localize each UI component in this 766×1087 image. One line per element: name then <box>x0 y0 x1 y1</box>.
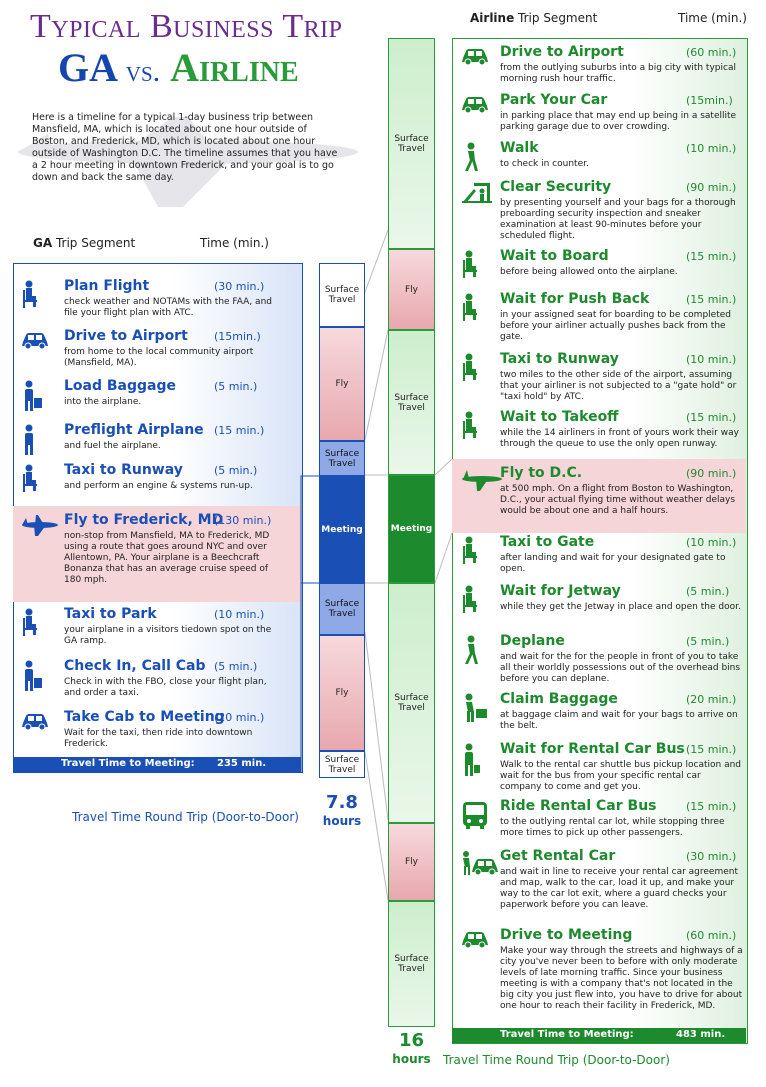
title-airline: Airline <box>170 45 299 90</box>
timeline-bar-fly: Fly <box>319 635 365 751</box>
seated-person-icon <box>460 293 482 327</box>
seated-person-icon <box>460 353 482 387</box>
segment-time: (90 min.) <box>686 181 737 194</box>
segment-title: Park Your Car <box>500 92 608 108</box>
segment-time: (10 min.) <box>686 536 737 549</box>
segment-description: Walk to the rental car shuttle bus pickup location and wait for the bus from your specific rental car company to come and get you. <box>500 760 742 792</box>
segment-time: (15min.) <box>214 330 261 343</box>
segment-description: Wait for the taxi, then ride into downtown Frederick. <box>64 728 253 749</box>
airline-footer-value: 483 min. <box>676 1029 726 1040</box>
segment-title: Deplane <box>500 633 565 649</box>
standing-person-with-bag-icon <box>460 743 482 781</box>
segment-time: (5 min.) <box>214 660 258 673</box>
segment-title: Drive to Meeting <box>500 927 633 943</box>
ga-round-trip-label: Travel Time Round Trip (Door-to-Door) <box>72 810 299 824</box>
segment-title: Wait for Rental Car Bus <box>500 741 685 757</box>
segment-description: in parking place that may end up being in a satellite parking garage due to over crowding. <box>500 111 737 132</box>
segment-title: Drive to Airport <box>64 328 188 344</box>
segment-description: from the outlying suburbs into a big city with typical morning rush hour traffic. <box>500 63 736 84</box>
segment-title: Wait to Takeoff <box>500 409 619 425</box>
standing-person-icon <box>20 424 38 460</box>
page-title: Typical Business Trip <box>30 8 343 45</box>
segment-description: from home to the local community airport (Mansfield, MA). <box>64 347 254 368</box>
segment-description: to the outlying rental car lot, while stopping three more times to pick up other passengers. <box>500 817 725 838</box>
seated-person-icon <box>20 608 42 642</box>
airline-footer-label: Travel Time to Meeting: <box>500 1029 634 1040</box>
seated-person-icon <box>20 464 42 498</box>
airline-segment-header: Airline Trip Segment <box>470 11 598 25</box>
segment-description: Check in with the FBO, close your flight plan, and order a taxi. <box>64 677 267 698</box>
segment-description: two miles to the other side of the airport, assuming that your airliner is not subjected to a "gate hold" or "taxi hold" by ATC. <box>500 370 737 402</box>
airline-footer <box>452 1028 746 1043</box>
airliner-icon <box>460 467 504 495</box>
intro-text: Here is a timeline for a typical 1-day business trip between Mansfield, MA, which is located about one hour outside of Boston, and Frederick, MD, which is located about one hour outside of Washington D.C. The timeline assumes that you have a 2 hour meeting in downtown Frederick, and your goal is to go down and back the same day. <box>32 112 338 183</box>
segment-time: (130 min.) <box>214 514 272 527</box>
segment-description: and fuel the airplane. <box>64 441 161 451</box>
airline-total-unit: hours <box>392 1052 431 1066</box>
person-and-car-icon <box>460 850 500 880</box>
segment-title: Load Baggage <box>64 378 177 394</box>
ga-segment-header: GA Trip Segment <box>33 236 136 250</box>
segment-time: (30 min.) <box>214 280 265 293</box>
segment-time: (90 min.) <box>686 467 737 480</box>
segment-title: Wait to Board <box>500 248 609 264</box>
seated-person-icon <box>20 280 42 314</box>
segment-description: your airplane in a visitors tiedown spot on the GA ramp. <box>64 625 272 646</box>
airline-total-number: 16 <box>398 1030 425 1051</box>
seated-person-icon <box>460 411 482 445</box>
segment-time: (15 min.) <box>686 293 737 306</box>
segment-title: Taxi to Gate <box>500 534 595 550</box>
segment-time: (20 min.) <box>686 693 737 706</box>
segment-description: in your assigned seat for boarding to be completed before your airliner actually pushes back from the gate. <box>500 310 731 342</box>
segment-title: Take Cab to Meeting <box>64 709 225 725</box>
seated-person-icon <box>460 536 482 570</box>
ga-total-unit: hours <box>322 814 362 828</box>
segment-description: at baggage claim and wait for your bags to arrive on the belt. <box>500 710 738 731</box>
segment-description: while the 14 airliners in front of yours work their way through the queue to use the only open runway. <box>500 428 739 449</box>
timeline-bar-surface: Surface Travel <box>388 901 435 1027</box>
timeline-bar-meeting: Meeting <box>319 476 365 583</box>
title-ga: GA <box>58 45 116 90</box>
segment-description: to check in counter. <box>500 159 589 169</box>
segment-description: before being allowed onto the airplane. <box>500 267 678 277</box>
title-vs: vs. <box>125 55 161 88</box>
segment-title: Walk <box>500 140 539 156</box>
segment-description: into the airplane. <box>64 397 142 407</box>
car-icon <box>460 46 490 70</box>
timeline-bar-surface: Surface Travel <box>319 583 365 635</box>
segment-time: (30 min.) <box>686 850 737 863</box>
segment-description: after landing and wait for your designated gate to open. <box>500 553 726 574</box>
timeline-bar-fly: Fly <box>388 249 435 330</box>
segment-title: Fly to Frederick, MD <box>64 512 224 528</box>
segment-description: and perform an engine & systems run-up. <box>64 481 253 491</box>
segment-title: Taxi to Runway <box>500 351 619 367</box>
segment-time: (60 min.) <box>686 929 737 942</box>
person-lifting-bag-icon <box>460 693 488 727</box>
timeline-bar-surface: Surface Travel <box>388 330 435 475</box>
timeline-bar-meeting: Meeting <box>388 475 435 583</box>
person-with-bag-icon <box>20 660 44 696</box>
car-icon <box>460 94 490 118</box>
timeline-bar-fly: Fly <box>319 327 365 441</box>
segment-description: non-stop from Mansfield, MA to Frederick, MD using a route that goes around NYC and over Allentown, PA. Your airplane is a Beechcraft Bonanza that has an average cruise speed of 180 mph. <box>64 531 270 585</box>
segment-description: check weather and NOTAMs with the FAA, and file your flight plan with ATC. <box>64 297 272 318</box>
segment-description: by presenting yourself and your bags for a thorough preboarding security inspection and sneaker examination at least 90-minutes before your scheduled flight. <box>500 198 736 241</box>
timeline-bar-surface: Surface Travel <box>388 38 435 249</box>
timeline-bar-surface: Surface Travel <box>388 583 435 823</box>
segment-title: Wait for Jetway <box>500 583 621 599</box>
segment-title: Ride Rental Car Bus <box>500 798 657 814</box>
segment-time: (5 min.) <box>214 464 258 477</box>
segment-time: (10 min.) <box>686 142 737 155</box>
segment-title: Drive to Airport <box>500 44 624 60</box>
bus-icon <box>460 800 490 834</box>
segment-time: (15 min.) <box>214 424 265 437</box>
segment-description: while they get the Jetway in place and open the door. <box>500 602 741 612</box>
car-icon <box>20 330 50 354</box>
segment-title: Get Rental Car <box>500 848 616 864</box>
seated-person-icon <box>460 250 482 284</box>
segment-time: (15 min.) <box>686 800 737 813</box>
ga-time-header: Time (min.) <box>200 236 269 250</box>
segment-time: (15min.) <box>686 94 733 107</box>
segment-title: Taxi to Runway <box>64 462 183 478</box>
segment-time: (15 min.) <box>686 743 737 756</box>
ga-footer-label: Travel Time to Meeting: <box>61 758 195 769</box>
segment-title: Check In, Call Cab <box>64 658 206 674</box>
segment-description: and wait for the for the people in front of you to take all their worldly possessions out of the overhead bins before you can deplane. <box>500 652 741 684</box>
walking-person-icon <box>460 635 482 669</box>
ga-footer <box>13 757 301 772</box>
segment-title: Wait for Push Back <box>500 291 650 307</box>
segment-time: (15 min.) <box>686 250 737 263</box>
security-scanner-icon <box>460 181 494 209</box>
segment-title: Fly to D.C. <box>500 465 583 481</box>
segment-time: (5 min.) <box>686 585 730 598</box>
segment-time: (10 min.) <box>214 608 265 621</box>
segment-time: (5 min.) <box>214 380 258 393</box>
segment-time: (20 min.) <box>214 711 265 724</box>
car-icon <box>460 929 490 953</box>
segment-title: Plan Flight <box>64 278 150 294</box>
walking-person-icon <box>460 142 482 176</box>
timeline-bar-surface: Surface Travel <box>319 441 365 476</box>
segment-title: Taxi to Park <box>64 606 157 622</box>
ga-footer-value: 235 min. <box>217 758 267 769</box>
car-icon <box>20 711 50 735</box>
segment-description: and wait in line to receive your rental car agreement and map, walk to the car, load it up, and make your way to the car lot exit, where a guard checks your paperwork before you can leave. <box>500 867 738 910</box>
timeline-bar-fly: Fly <box>388 823 435 901</box>
seated-person-icon <box>460 585 482 619</box>
person-with-bag-icon <box>20 380 44 416</box>
segment-description: Make your way through the streets and highways of a city you've never been to before with only moderate levels of late morning traffic. Since your business meeting is with a company that's not located in the big city you just flew into, you have to drive for about one hour to reach their facility in Frederick, MD. <box>500 946 743 1011</box>
segment-time: (10 min.) <box>686 353 737 366</box>
timeline-bar-surface: Surface Travel <box>319 751 365 778</box>
airline-round-trip-label: Travel Time Round Trip (Door-to-Door) <box>443 1053 670 1067</box>
segment-title: Claim Baggage <box>500 691 618 707</box>
airplane-icon <box>20 514 60 540</box>
segment-time: (60 min.) <box>686 46 737 59</box>
segment-time: (5 min.) <box>686 635 730 648</box>
segment-description: at 500 mph. On a flight from Boston to Washington, D.C., your actual flying time without weather delays would be about one and a half hours. <box>500 484 736 516</box>
segment-title: Preflight Airplane <box>64 422 204 438</box>
segment-time: (15 min.) <box>686 411 737 424</box>
segment-title: Clear Security <box>500 179 612 195</box>
ga-total-number: 7.8 <box>326 792 358 813</box>
airline-time-header: Time (min.) <box>678 11 747 25</box>
timeline-bar-surface: Surface Travel <box>319 263 365 327</box>
